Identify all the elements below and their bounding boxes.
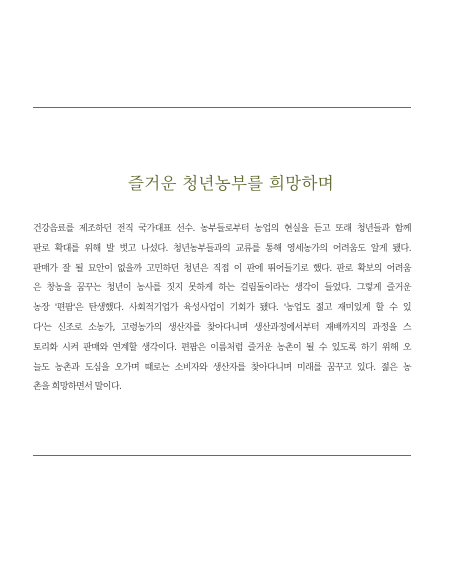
body-line: 늘도 농촌과 도심을 오가며 때로는 소비자와 생산자를 찾아다니며 미래를 꿈꾸고 있다. 젊은 농	[33, 362, 411, 373]
body-line: 촌을 희망하면서 말이다.	[33, 382, 122, 393]
top-divider	[33, 107, 411, 108]
article-title: 즐거운 청년농부를 희망하며	[128, 174, 334, 193]
body-line: 판로 확대를 위해 발 벗고 나섰다. 청년농부들과의 교류를 통해 영세농가의 어려움도 알게 됐다.	[33, 243, 411, 254]
body-line: 은 창농을 꿈꾸는 청년이 농사를 짓지 못하게 하는 걸림돌이라는 생각이 들었다. 그렇게 즐거운	[33, 283, 411, 294]
article-body	[33, 220, 411, 398]
body-line: 판매가 잘 될 묘안이 없을까 고민하던 청년은 직접 이 판에 뛰어들기로 했다. 판로 확보의 어려움	[33, 263, 411, 274]
body-line: 건강음료를 제조하던 전직 국가대표 선수. 농부들로부터 농업의 현실을 듣고 또래 청년들과 함께	[33, 224, 411, 234]
bottom-divider	[33, 455, 411, 456]
body-line: 다'는 신조로 소농가, 고령농가의 생산자를 찾아다니며 생산과정에서부터 재배까지의 과정을 스	[33, 322, 411, 333]
body-line: 농장 '편팜'은 탄생했다. 사회적기업가 육성사업이 기회가 됐다. '농업도 젊고 재미있게 할 수 있	[33, 303, 411, 314]
body-line: 토리화 시켜 판매와 연계할 생각이다. 편팜은 이름처럼 즐거운 농촌이 될 수 있도록 하기 위해 오	[33, 342, 411, 353]
